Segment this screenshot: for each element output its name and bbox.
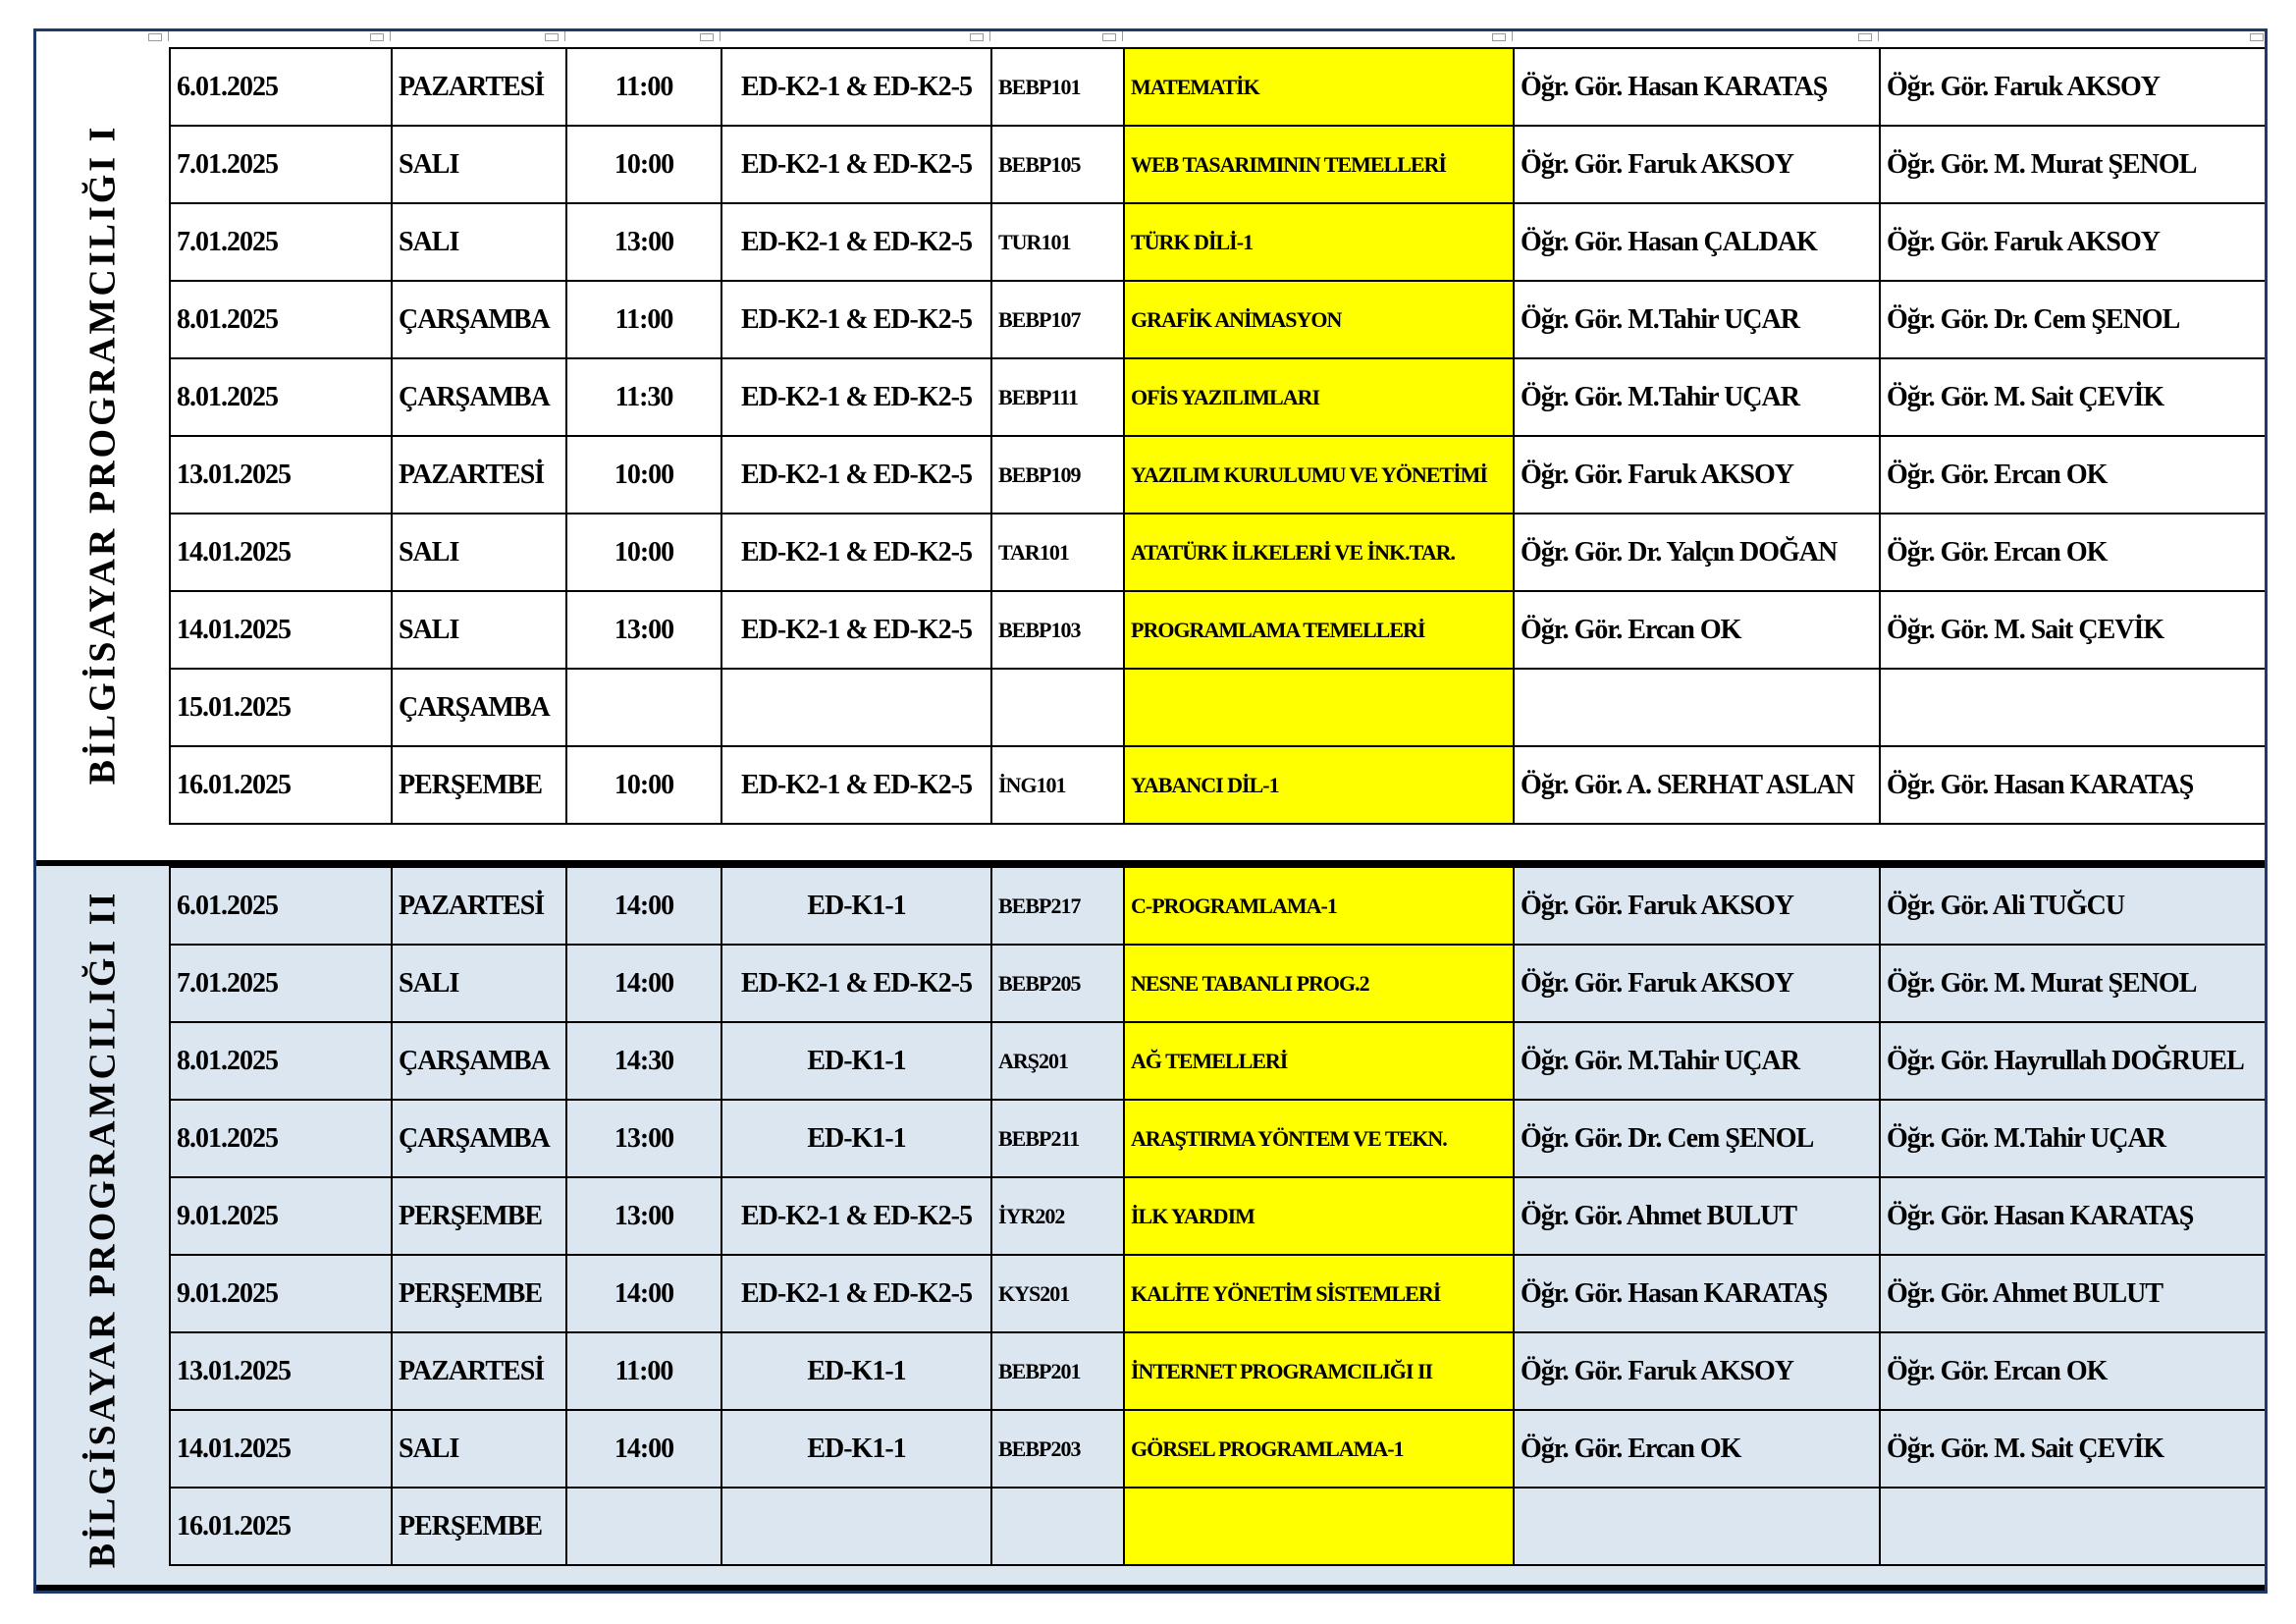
table-row [170,358,2266,436]
table-row [170,669,2266,746]
room-cell: ED-K2-1 & ED-K2-5 [721,48,991,126]
supervisor-cell: Öğr. Gör. Hasan KARATAŞ [1880,1177,2266,1255]
day-cell: PERŞEMBE [392,1255,566,1332]
header-cell [721,31,990,41]
date-cell: 6.01.2025 [170,867,392,945]
day-cell: ÇARŞAMBA [392,281,566,358]
course-name-cell: YAZILIM KURULUMU VE YÖNETİMİ [1124,436,1514,514]
room-cell [721,1488,991,1565]
table-row [170,1488,2266,1565]
time-cell: 14:30 [566,1022,721,1100]
program-section-1 [36,47,2265,862]
course-name-cell: NESNE TABANLI PROG.2 [1124,945,1514,1022]
instructor-cell: Öğr. Gör. Ercan OK [1514,591,1880,669]
room-cell: ED-K2-1 & ED-K2-5 [721,746,991,824]
day-cell: SALI [392,514,566,591]
supervisor-cell: Öğr. Gör. Hasan KARATAŞ [1880,746,2266,824]
day-cell: SALI [392,591,566,669]
supervisor-cell: Öğr. Gör. Faruk AKSOY [1880,203,2266,281]
room-cell: ED-K2-1 & ED-K2-5 [721,203,991,281]
time-cell: 14:00 [566,945,721,1022]
instructor-cell: Öğr. Gör. Faruk AKSOY [1514,436,1880,514]
day-cell: ÇARŞAMBA [392,358,566,436]
room-cell: ED-K2-1 & ED-K2-5 [721,436,991,514]
date-cell: 8.01.2025 [170,358,392,436]
course-name-cell: GRAFİK ANİMASYON [1124,281,1514,358]
supervisor-cell: Öğr. Gör. M. Sait ÇEVİK [1880,358,2266,436]
instructor-cell: Öğr. Gör. Hasan KARATAŞ [1514,1255,1880,1332]
course-code-cell: BEBP107 [991,281,1124,358]
time-cell: 11:00 [566,1332,721,1410]
instructor-cell [1514,669,1880,746]
room-cell: ED-K2-1 & ED-K2-5 [721,591,991,669]
course-code-cell: BEBP109 [991,436,1124,514]
instructor-cell: Öğr. Gör. Faruk AKSOY [1514,945,1880,1022]
course-name-cell: OFİS YAZILIMLARI [1124,358,1514,436]
time-cell: 14:00 [566,1255,721,1332]
date-cell: 16.01.2025 [170,746,392,824]
table-row [170,126,2266,203]
table-row [170,281,2266,358]
time-cell: 14:00 [566,867,721,945]
day-cell: PERŞEMBE [392,746,566,824]
supervisor-cell: Öğr. Gör. M. Sait ÇEVİK [1880,591,2266,669]
instructor-cell: Öğr. Gör. Hasan ÇALDAK [1514,203,1880,281]
course-code-cell: KYS201 [991,1255,1124,1332]
section-title: BİLGİSAYAR PROGRAMCILIĞI I [81,124,124,785]
course-name-cell: İNTERNET PROGRAMCILIĞI II [1124,1332,1514,1410]
supervisor-cell: Öğr. Gör. Dr. Cem ŞENOL [1880,281,2266,358]
day-cell: ÇARŞAMBA [392,1100,566,1177]
course-name-cell: TÜRK DİLİ-1 [1124,203,1514,281]
header-cell [1123,31,1513,41]
room-cell: ED-K2-1 & ED-K2-5 [721,358,991,436]
instructor-cell: Öğr. Gör. A. SERHAT ASLAN [1514,746,1880,824]
day-cell: SALI [392,945,566,1022]
supervisor-cell: Öğr. Gör. Ercan OK [1880,1332,2266,1410]
date-cell: 14.01.2025 [170,591,392,669]
day-cell: SALI [392,1410,566,1488]
course-name-cell: ATATÜRK İLKELERİ VE İNK.TAR. [1124,514,1514,591]
day-cell: ÇARŞAMBA [392,1022,566,1100]
table-row [170,1022,2266,1100]
time-cell [566,669,721,746]
supervisor-cell [1880,1488,2266,1565]
day-cell: PERŞEMBE [392,1488,566,1565]
time-cell: 13:00 [566,1100,721,1177]
time-cell: 13:00 [566,203,721,281]
program-section-2 [36,866,2265,1593]
course-code-cell [991,669,1124,746]
instructor-cell: Öğr. Gör. M.Tahir UÇAR [1514,281,1880,358]
date-cell: 9.01.2025 [170,1255,392,1332]
instructor-cell: Öğr. Gör. Ahmet BULUT [1514,1177,1880,1255]
instructor-cell: Öğr. Gör. M.Tahir UÇAR [1514,358,1880,436]
date-cell: 7.01.2025 [170,945,392,1022]
table-row [170,867,2266,945]
header-cell [169,31,391,41]
table-row [170,945,2266,1022]
instructor-cell [1514,1488,1880,1565]
course-code-cell: BEBP217 [991,867,1124,945]
supervisor-cell: Öğr. Gör. M. Sait ÇEVİK [1880,1410,2266,1488]
course-code-cell: İNG101 [991,746,1124,824]
supervisor-cell: Öğr. Gör. M. Murat ŞENOL [1880,945,2266,1022]
course-name-cell: YABANCI DİL-1 [1124,746,1514,824]
course-code-cell: BEBP101 [991,48,1124,126]
header-cell [36,31,169,41]
room-cell [721,669,991,746]
course-code-cell: BEBP111 [991,358,1124,436]
instructor-cell: Öğr. Gör. M.Tahir UÇAR [1514,1022,1880,1100]
day-cell: ÇARŞAMBA [392,669,566,746]
instructor-cell: Öğr. Gör. Faruk AKSOY [1514,867,1880,945]
instructor-cell: Öğr. Gör. Ercan OK [1514,1410,1880,1488]
room-cell: ED-K2-1 & ED-K2-5 [721,1177,991,1255]
date-cell: 9.01.2025 [170,1177,392,1255]
supervisor-cell: Öğr. Gör. Ahmet BULUT [1880,1255,2266,1332]
course-code-cell [991,1488,1124,1565]
table-row [170,746,2266,824]
day-cell: PAZARTESİ [392,48,566,126]
time-cell: 13:00 [566,1177,721,1255]
header-cell [1513,31,1879,41]
course-code-cell: TUR101 [991,203,1124,281]
date-cell: 8.01.2025 [170,1100,392,1177]
table-row [170,591,2266,669]
supervisor-cell: Öğr. Gör. M. Murat ŞENOL [1880,126,2266,203]
date-cell: 14.01.2025 [170,1410,392,1488]
date-cell: 7.01.2025 [170,126,392,203]
time-cell: 10:00 [566,126,721,203]
table-row [170,1410,2266,1488]
room-cell: ED-K2-1 & ED-K2-5 [721,281,991,358]
day-cell: PAZARTESİ [392,436,566,514]
exam-schedule-sheet [33,28,2268,1594]
room-cell: ED-K2-1 & ED-K2-5 [721,945,991,1022]
course-code-cell: ARŞ201 [991,1022,1124,1100]
date-cell: 13.01.2025 [170,436,392,514]
supervisor-cell: Öğr. Gör. Faruk AKSOY [1880,48,2266,126]
room-cell: ED-K1-1 [721,1022,991,1100]
table-row [170,1255,2266,1332]
time-cell: 11:00 [566,281,721,358]
supervisor-cell [1880,669,2266,746]
time-cell: 13:00 [566,591,721,669]
course-name-cell [1124,1488,1514,1565]
course-name-cell: KALİTE YÖNETİM SİSTEMLERİ [1124,1255,1514,1332]
schedule-table-2 [169,866,2267,1566]
room-cell: ED-K2-1 & ED-K2-5 [721,1255,991,1332]
room-cell: ED-K1-1 [721,867,991,945]
date-cell: 13.01.2025 [170,1332,392,1410]
date-cell: 16.01.2025 [170,1488,392,1565]
header-cell [565,31,721,41]
time-cell [566,1488,721,1565]
table-row [170,1332,2266,1410]
room-cell: ED-K2-1 & ED-K2-5 [721,514,991,591]
course-name-cell: İLK YARDIM [1124,1177,1514,1255]
instructor-cell: Öğr. Gör. Dr. Cem ŞENOL [1514,1100,1880,1177]
date-cell: 7.01.2025 [170,203,392,281]
date-cell: 15.01.2025 [170,669,392,746]
day-cell: PAZARTESİ [392,1332,566,1410]
course-code-cell: BEBP201 [991,1332,1124,1410]
day-cell: PAZARTESİ [392,867,566,945]
course-code-cell: BEBP105 [991,126,1124,203]
supervisor-cell: Öğr. Gör. M.Tahir UÇAR [1880,1100,2266,1177]
table-row [170,514,2266,591]
time-cell: 11:00 [566,48,721,126]
course-name-cell: C-PROGRAMLAMA-1 [1124,867,1514,945]
schedule-table-1 [169,47,2267,825]
course-name-cell: MATEMATİK [1124,48,1514,126]
course-name-cell: AĞ TEMELLERİ [1124,1022,1514,1100]
course-name-cell: PROGRAMLAMA TEMELLERİ [1124,591,1514,669]
supervisor-cell: Öğr. Gör. Ercan OK [1880,514,2266,591]
supervisor-cell: Öğr. Gör. Ali TUĞCU [1880,867,2266,945]
course-name-cell: ARAŞTIRMA YÖNTEM VE TEKN. [1124,1100,1514,1177]
time-cell: 10:00 [566,746,721,824]
room-cell: ED-K2-1 & ED-K2-5 [721,126,991,203]
time-cell: 10:00 [566,514,721,591]
course-code-cell: BEBP205 [991,945,1124,1022]
day-cell: PERŞEMBE [392,1177,566,1255]
course-code-cell: BEBP103 [991,591,1124,669]
course-code-cell: BEBP211 [991,1100,1124,1177]
header-cell [1879,31,2268,41]
room-cell: ED-K1-1 [721,1332,991,1410]
table-row [170,1100,2266,1177]
day-cell: SALI [392,203,566,281]
time-cell: 11:30 [566,358,721,436]
supervisor-cell: Öğr. Gör. Hayrullah DOĞRUEL [1880,1022,2266,1100]
table-row [170,1177,2266,1255]
time-cell: 14:00 [566,1410,721,1488]
course-code-cell: TAR101 [991,514,1124,591]
time-cell: 10:00 [566,436,721,514]
section-title: BİLGİSAYAR PROGRAMCILIĞI II [81,890,124,1569]
supervisor-cell: Öğr. Gör. Ercan OK [1880,436,2266,514]
date-cell: 8.01.2025 [170,1022,392,1100]
table-row [170,436,2266,514]
date-cell: 14.01.2025 [170,514,392,591]
header-cell [990,31,1123,41]
date-cell: 6.01.2025 [170,48,392,126]
day-cell: SALI [392,126,566,203]
table-row [170,48,2266,126]
room-cell: ED-K1-1 [721,1410,991,1488]
section-title-cell [36,47,169,862]
bottom-border [36,1585,2265,1591]
table-row [170,203,2266,281]
instructor-cell: Öğr. Gör. Faruk AKSOY [1514,1332,1880,1410]
header-cell [391,31,565,41]
instructor-cell: Öğr. Gör. Hasan KARATAŞ [1514,48,1880,126]
room-cell: ED-K1-1 [721,1100,991,1177]
date-cell: 8.01.2025 [170,281,392,358]
course-name-cell [1124,669,1514,746]
section-title-cell [36,866,169,1593]
course-code-cell: İYR202 [991,1177,1124,1255]
course-name-cell: GÖRSEL PROGRAMLAMA-1 [1124,1410,1514,1488]
instructor-cell: Öğr. Gör. Faruk AKSOY [1514,126,1880,203]
course-name-cell: WEB TASARIMININ TEMELLERİ [1124,126,1514,203]
instructor-cell: Öğr. Gör. Dr. Yalçın DOĞAN [1514,514,1880,591]
course-code-cell: BEBP203 [991,1410,1124,1488]
